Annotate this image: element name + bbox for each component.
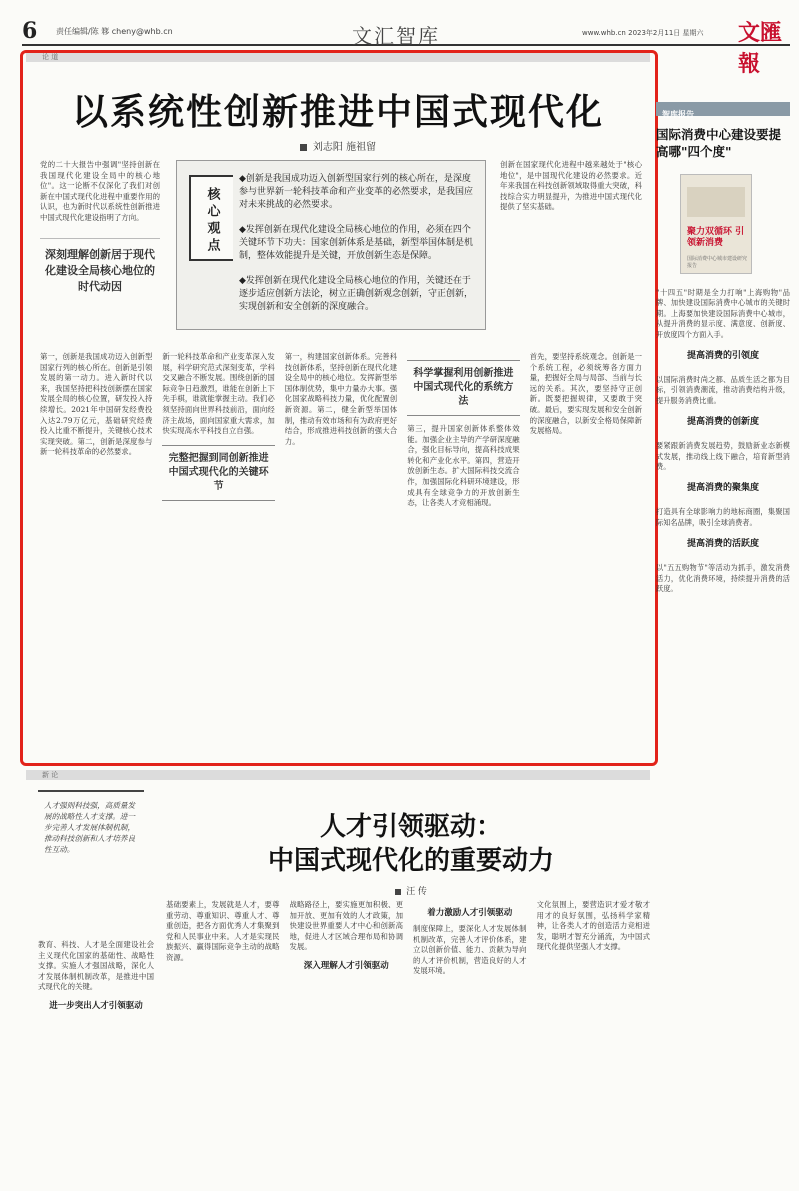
editor-line: 责任编辑/陈 簃 cheny@whb.cn — [56, 27, 173, 36]
sidebar-paragraph: 打造具有全球影响力的地标商圈，集聚国际知名品牌，吸引全球消费者。 — [656, 507, 790, 527]
section-subhead: 科学掌握利用创新推进中国式现代化的系统方法 — [407, 360, 519, 416]
article-body — [40, 352, 642, 758]
column-tag-bar — [26, 52, 650, 62]
newspaper-logo: 文匯報 — [738, 20, 783, 77]
section-subhead: 深入理解人才引领驱动 — [303, 960, 389, 971]
book-title: 聚力双循环 引领新消费 — [687, 227, 745, 248]
top-article — [26, 52, 650, 764]
book-cover-graphic — [687, 187, 745, 217]
body-column — [530, 352, 642, 758]
headline-line: 中国式现代化的重要动力 — [267, 846, 554, 876]
lead-column — [38, 940, 154, 1017]
sidebar-paragraph: "十四五"时期是全力打响"上海购物"品牌、加快建设国际消费中心城市的关键时期。上海要加快建设国际消费中心城市，从提升消费的显示度、满意度、创新度、开放度四个方面入手。 — [656, 288, 790, 339]
book-cover-image — [680, 174, 752, 274]
byline-square-icon — [300, 144, 307, 151]
body-paragraph: 首先，要坚持系统观念。创新是一个系统工程，必须统筹各方面力量，把握好全局与局部、当前与长远的关系。其次，要坚持守正创新。既要把握规律，又要敢于突破。最后，要实现发展和安全创新的深度融合，以新安全格局保障新发展格局。 — [529, 352, 642, 436]
body-paragraph: 制度保障上，要深化人才发展体制机制改革，完善人才评价体系，建立以创新价值、能力、贡献为导向的人才评价机制，营造良好的人才发展环境。 — [413, 924, 527, 976]
body-column — [166, 900, 280, 1176]
body-column — [162, 352, 274, 758]
body-paragraph: 第三，提升国家创新体系整体效能。加强企业主导的产学研深度融合，强化目标导向，提高科技成果转化和产业化水平。第四，营造开放创新生态。扩大国际科技交流合作，加强国际化科研环境建设，形成具有全球竞争力的开放创新生态，让各类人才竞相涌现。 — [407, 424, 520, 508]
sidebar-title: 国际消费中心建设要提高哪"四个度" — [656, 127, 782, 159]
pull-quote — [38, 790, 144, 863]
byline-square-icon — [395, 889, 401, 895]
lead-paragraph: 党的二十大报告中强调"坚持创新在我国现代化建设全局中的核心地位"。这一论断不仅深化了我们对创新在中国式现代化进程中重要作用的认识，也为新时代以系统性创新推进中国式现代化建设指明了方向。 — [40, 160, 160, 222]
section-title: 文汇智库 — [352, 24, 440, 48]
core-viewpoints-box — [176, 160, 486, 330]
article-headline: 以系统性创新推进中国式现代化 — [71, 92, 604, 133]
body-column — [537, 900, 651, 1176]
core-point: ◆发挥创新在现代化建设全局核心地位的作用，必须在四个关键环节下功夫：国家创新体系是基础，新型举国体制是机制，整体效能提升是关键，开放创新生态是保障。 — [239, 225, 474, 261]
sidebar-subhead: 提高消费的创新度 — [686, 417, 759, 428]
column-tag: 新 论 — [42, 771, 59, 779]
sidebar-subhead: 提高消费的引领度 — [686, 351, 759, 362]
lead-column — [40, 160, 160, 295]
bottom-article — [26, 770, 650, 1180]
body-paragraph: 新一轮科技革命和产业变革深入发展，科学研究范式深刻变革，学科交叉融合不断发展。围绕创新的国际竞争日趋激烈，谁能在创新上下先手棋，谁就能掌握主动。我们必须坚持面向世界科技前沿，面向经济主战场，面向国家重大需求，加快实现高水平科技自立自强。 — [162, 352, 275, 436]
core-points — [239, 173, 475, 326]
body-paragraph: 基础要素上，发展就是人才，要尊重劳动、尊重知识、尊重人才、尊重创造，把各方面优秀人才集聚到党和人民事业中来。人才是实现民族振兴、赢得国际竞争主动的战略资源。 — [166, 900, 280, 962]
byline-authors: 刘志阳 施祖留 — [312, 142, 377, 153]
body-column — [407, 352, 519, 758]
headline-line: 人才引领驱动： — [319, 812, 502, 842]
core-point: ◆发挥创新在现代化建设全局核心地位的作用，关键还在于逐步适应创新方法论，树立正确创新观念创新，守正创新，实现创新和安全创新的深度融合。 — [239, 276, 474, 312]
body-column — [40, 352, 152, 758]
sidebar-paragraph: 以"五五购物节"等活动为抓手，激发消费活力，优化消费环境，持续提升消费的活跃度。 — [656, 563, 790, 594]
article-byline — [26, 138, 650, 153]
page-number: 6 — [22, 18, 38, 44]
site-url: www.whb.cn — [582, 29, 626, 37]
section-subhead: 着力激励人才引领驱动 — [427, 908, 513, 918]
column-tag-bar — [26, 770, 650, 780]
sidebar-tag: 智库报告 — [656, 102, 790, 116]
body-paragraph: 第一，创新是我国成功迈入创新型国家行列的核心所在。创新是引领发展的第一动力。进入新时代以来，我国坚持把科技创新摆在国家发展全局的核心位置，研发投入持续增长。2021年中国研发经费投入达2.79万亿元，基础研究经费投入比重不断提升，关键核心技术实现突破。第二，创新是深度参与新一轮科技革命的必然要求。 — [40, 352, 153, 457]
pull-quote-text: 人才强则科技强，高质量发展的战略性人才支撑。进一步完善人才发展体制机制，推动科技创新和人才培养良性互动。 — [44, 801, 136, 854]
issue-date: 2023年2月11日 星期六 — [628, 29, 704, 37]
lead-paragraph: 教育、科技、人才是全面建设社会主义现代化国家的基础性、战略性支撑。实施人才强国战略，深化人才发展体制机制改革，是推进中国式现代化的关键。 — [38, 940, 154, 992]
body-column — [285, 352, 397, 758]
section-subhead: 进一步突出人才引领驱动 — [49, 1000, 143, 1011]
body-paragraph: 战略路径上，要实施更加积极、更加开放、更加有效的人才政策，加快建设世界重要人才中心和创新高地，促进人才区域合理布局和协调发展。 — [289, 900, 403, 952]
date-line — [582, 28, 704, 38]
sidebar-subhead: 提高消费的聚集度 — [686, 483, 759, 494]
article-byline — [176, 884, 646, 897]
body-paragraph: 文化氛围上，要营造识才爱才敬才用才的良好氛围，弘扬科学家精神，让各类人才的创造活力竞相迸发，聪明才智充分涌流，为中国式现代化提供坚强人才支撑。 — [536, 900, 650, 952]
sidebar-column — [656, 102, 790, 1172]
section-subhead: 完整把握到同创新推进中国式现代化的关键环节 — [162, 445, 274, 501]
body-paragraph: 第一，构建国家创新体系。完善科技创新体系，坚持创新在现代化建设全局中的核心地位。发挥新型举国体制优势，集中力量办大事。强化国家战略科技力量，优化配置创新资源。第二，健全新型举国体制，推动有效市场和有为政府更好结合，形成推进科技创新的强大合力。 — [284, 352, 398, 446]
body-column — [413, 900, 527, 1176]
core-viewpoints-label: 核心观点 — [189, 175, 233, 261]
sidebar-paragraph: 以国际消费时尚之都、品质生活之都为目标，引领消费潮流，推动消费结构升级，提升服务消费比重。 — [656, 375, 790, 405]
sidebar-subhead: 提高消费的活跃度 — [686, 539, 759, 550]
column-tag: 论 道 — [42, 53, 59, 61]
right-lead-column — [500, 160, 642, 213]
core-point: ◆创新是我国成功迈入创新型国家行列的核心所在，是深度参与世界新一轮科技革命和产业变革的必然要求，是我国应对未来挑战的必然要求。 — [239, 174, 474, 210]
right-lead-paragraph: 创新在国家现代化进程中越来越处于"核心地位"，是中国现代化建设的必然要求。近年来我国在科技创新领域取得重大突破，科技综合实力明显提升，为推进中国式现代化提供了坚实基础。 — [500, 160, 642, 212]
section-subhead: 深刻理解创新居于现代化建设全局核心地位的时代动因 — [40, 238, 160, 295]
article-body — [166, 900, 650, 1176]
body-column — [290, 900, 404, 1176]
byline-author: 汪 传 — [406, 887, 427, 897]
article-headline — [176, 810, 646, 878]
sidebar-paragraph: 要紧跟新消费发展趋势，鼓励新业态新模式发展，推动线上线下融合，培育新型消费。 — [656, 441, 790, 472]
book-subtitle: 国际消费中心城市建设研究报告 — [687, 256, 748, 269]
